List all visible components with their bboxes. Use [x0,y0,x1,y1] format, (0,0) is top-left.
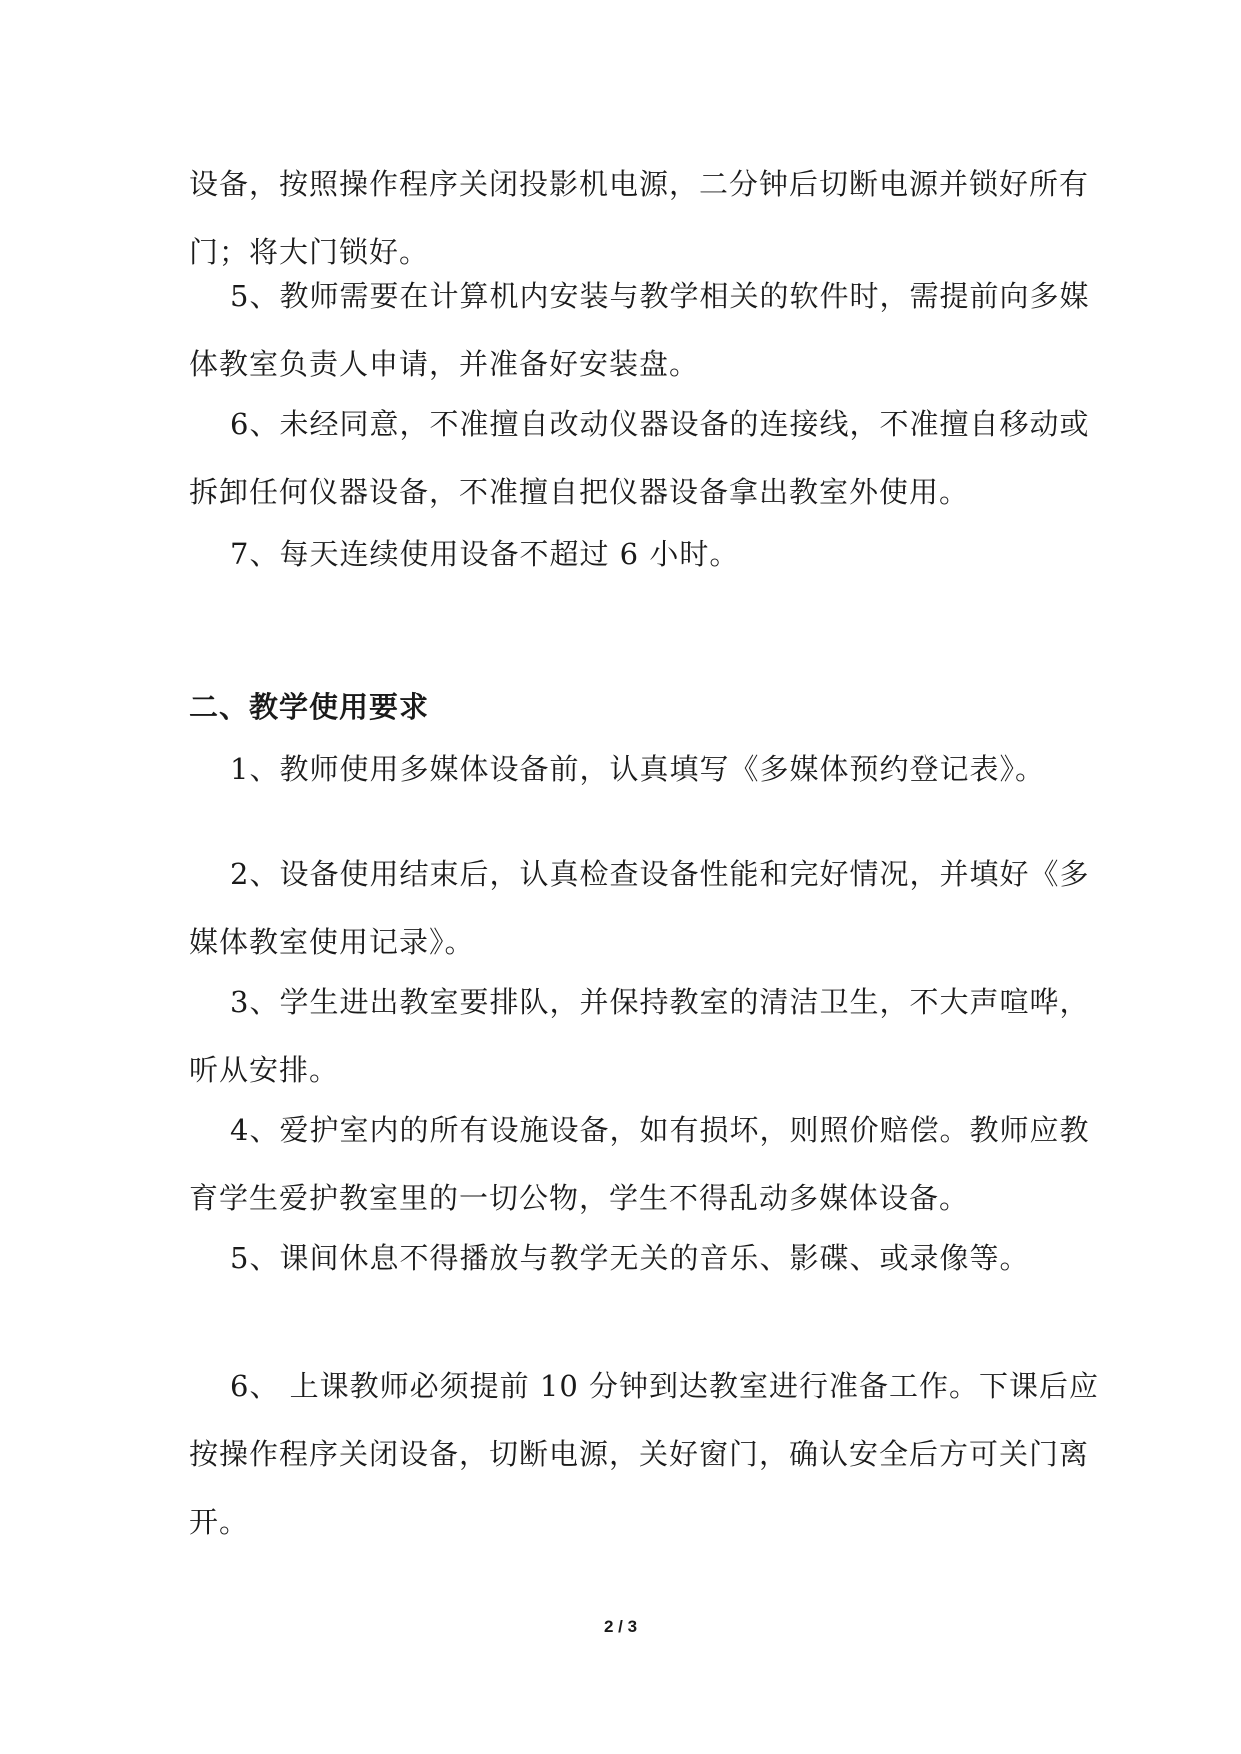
text-line: 设备，按照操作程序关闭投影机电源，二分钟后切断电源并锁好所有 [189,167,1090,201]
text-line: 4、爱护室内的所有设施设备，如有损坏，则照价赔偿。教师应教 [230,1113,1090,1147]
text-line: 媒体教室使用记录》。 [189,925,475,959]
page-number: 2 / 3 [603,1617,638,1636]
paragraph-s2-rule-4 [189,1096,1090,1232]
text-line: 2、设备使用结束后，认真检查设备性能和完好情况，并填好《多 [230,857,1090,891]
text-line: 1、教师使用多媒体设备前，认真填写《多媒体预约登记表》。 [230,752,1045,786]
text-line: 6、未经同意，不准擅自改动仪器设备的连接线，不准擅自移动或 [230,407,1090,441]
text-line: 育学生爱护教室里的一切公物，学生不得乱动多媒体设备。 [189,1181,970,1215]
paragraph-s2-rule-2 [189,840,1090,976]
paragraph-rule-7 [189,520,1069,588]
text-line: 门；将大门锁好。 [189,235,430,269]
section-heading: 二、教学使用要求 [189,690,430,724]
text-line: 体教室负责人申请，并准备好安装盘。 [189,347,700,381]
paragraph-s2-rule-5 [189,1224,1069,1292]
text-line: 6、 上课教师必须提前 10 分钟到达教室进行准备工作。下课后应 [230,1369,1100,1403]
paragraph-s2-rule-6 [189,1352,1100,1556]
text-line: 7、每天连续使用设备不超过 6 小时。 [230,537,740,571]
text-line: 5、课间休息不得播放与教学无关的音乐、影碟、或录像等。 [230,1241,1030,1275]
text-line: 听从安排。 [189,1053,340,1087]
text-line: 按操作程序关闭设备，切断电源，关好窗门，确认安全后方可关门离 [189,1437,1090,1471]
paragraph-s2-rule-1 [189,735,1069,803]
text-line: 3、学生进出教室要排队，并保持教室的清洁卫生，不大声喧哗， [230,985,1090,1019]
text-line: 开。 [189,1505,250,1539]
paragraph-s2-rule-3 [189,968,1090,1104]
paragraph-rule-5 [189,262,1090,398]
text-line: 拆卸任何仪器设备，不准擅自把仪器设备拿出教室外使用。 [189,475,970,509]
text-line: 5、教师需要在计算机内安装与教学相关的软件时，需提前向多媒 [230,279,1090,313]
paragraph-rule-6 [189,390,1090,526]
